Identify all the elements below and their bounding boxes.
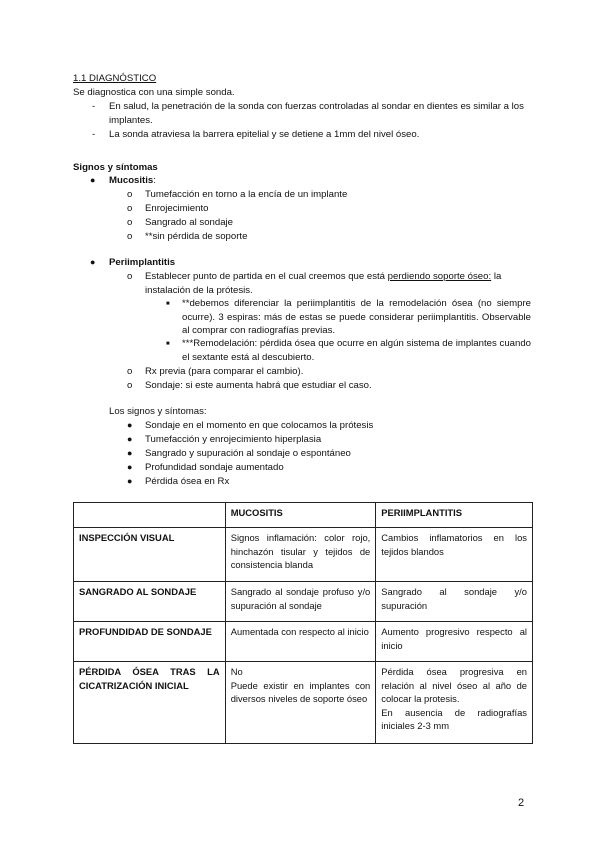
- bullet-icon: ●: [127, 462, 133, 472]
- circle-bullet: o: [127, 189, 133, 200]
- mucositis-item-2: Enrojecimiento: [145, 203, 209, 214]
- circle-bullet: o: [127, 217, 133, 228]
- mucositis-colon: :: [153, 175, 156, 186]
- summary-item-5: Pérdida ósea en Rx: [145, 476, 230, 487]
- summary-item-4: Profundidad sondaje aumentado: [145, 462, 284, 473]
- circle-bullet: o: [127, 231, 133, 242]
- mucositis-cell: Aumentada con respecto al inicio: [225, 622, 376, 662]
- periimplantitis-item-2: Rx previa (para comparar el cambio).: [145, 366, 304, 377]
- bullet-icon: ●: [127, 476, 133, 486]
- mucositis-cell-line-1: No: [230, 666, 243, 677]
- bullet-icon: ●: [127, 448, 133, 458]
- signs-title: Signos y síntomas: [73, 162, 158, 173]
- comparison-table: [73, 502, 533, 744]
- circle-bullet: o: [127, 366, 133, 377]
- table-header-row: [74, 503, 533, 528]
- bullet-icon: ●: [127, 434, 133, 444]
- periimplantitis-cell: Aumento progresivo respecto al inicio: [376, 622, 533, 662]
- mucositis-item-3: Sangrado al sondaje: [145, 217, 234, 228]
- item1-pre: Establecer punto de partida en el cual creemos que está: [145, 271, 388, 282]
- periimplantitis-cell-line-2: En ausencia de radiografías iniciales 2-3 mm: [381, 706, 527, 731]
- dash-item-1: En salud, la penetración de la sonda con fuerzas controladas al sondar en dientes es similar a los implantes.: [109, 101, 524, 126]
- row-label: PROFUNDIDAD DE SONDAJE: [74, 622, 226, 662]
- summary-item-3: Sangrado y supuración al sondaje o espontáneo: [145, 448, 351, 459]
- summary-title: Los signos y síntomas:: [109, 406, 207, 417]
- bullet-icon: ●: [90, 257, 96, 267]
- dash-item-2: La sonda atraviesa la barrera epitelial y se detiene a 1mm del nivel óseo.: [109, 129, 420, 140]
- bullet-icon: ●: [90, 175, 96, 185]
- intro-text: Se diagnostica con una simple sonda.: [73, 87, 235, 98]
- periimplantitis-heading: Periimplantitis: [109, 257, 176, 268]
- page-number: 2: [518, 797, 525, 809]
- row-label: SANGRADO AL SONDAJE: [74, 582, 226, 622]
- mucositis-cell: [225, 662, 376, 744]
- summary-item-2: Tumefacción y enrojecimiento hiperplasia: [145, 434, 322, 445]
- item1-post: la instalación de la prótesis.: [145, 271, 502, 296]
- table-header-mucositis: MUCOSITIS: [225, 503, 376, 528]
- dash-marker: -: [92, 129, 96, 140]
- table-row: [74, 622, 533, 662]
- table-row: [74, 528, 533, 582]
- periimplantitis-cell: Cambios inflamatorios en los tejidos blandos: [376, 528, 533, 582]
- table-row: [74, 662, 533, 744]
- mucositis-cell: Sangrado al sondaje profuso y/o supuración al sondaje: [225, 582, 376, 622]
- mucositis-label: Mucositis: [109, 175, 154, 186]
- mucositis-item-1: Tumefacción en torno a la encía de un implante: [145, 189, 348, 200]
- mucositis-cell-line-2: Puede existir en implantes con diversos niveles de soporte óseo: [230, 679, 371, 704]
- table-row: [74, 582, 533, 622]
- mucositis-cell: Signos inflamación: color rojo, hinchazón tisular y tejidos de consistencia blanda: [225, 528, 376, 582]
- periimplantitis-subitem-2: ***Remodelación: pérdida ósea que ocurre en algún sistema de implantes cuando el sextante está al descubierto.: [182, 338, 531, 363]
- row-label: PÉRDIDA ÓSEA TRAS LA CICATRIZACIÓN INICIAL: [74, 662, 226, 744]
- circle-bullet: o: [127, 380, 133, 391]
- table-header-cell: [74, 503, 226, 528]
- periimplantitis-item-3: Sondaje: si este aumenta habrá que estudiar el caso.: [145, 380, 372, 391]
- bullet-icon: ●: [127, 420, 133, 430]
- square-bullet-icon: ■: [166, 301, 170, 307]
- row-label: INSPECCIÓN VISUAL: [74, 528, 226, 582]
- periimplantitis-item-1: [145, 270, 533, 297]
- item1-underline: perdiendo soporte óseo:: [387, 271, 492, 282]
- circle-bullet: o: [127, 203, 133, 214]
- table-header-periimplantitis: PERIIMPLANTITIS: [376, 503, 533, 528]
- circle-bullet: o: [127, 271, 133, 282]
- square-bullet-icon: ■: [166, 341, 170, 347]
- periimplantitis-cell: [376, 662, 533, 744]
- mucositis-item-4: **sin pérdida de soporte: [145, 231, 248, 242]
- summary-item-1: Sondaje en el momento en que colocamos la prótesis: [145, 420, 374, 431]
- dash-marker: -: [92, 101, 96, 112]
- periimplantitis-subitem-1: **debemos diferenciar la periimplantitis de la remodelación ósea (no siempre ocurre). 3 espiras: más de estas se puede considerar periimplantitis. Observable al comprar con radiografías previas.: [182, 298, 531, 336]
- periimplantitis-cell-line-1: Pérdida ósea progresiva en relación al nivel óseo al año de colocar la protesis.: [381, 666, 527, 704]
- section-heading: 1.1 DIAGNÓSTICO: [73, 73, 157, 84]
- mucositis-heading: [109, 174, 156, 188]
- periimplantitis-cell: Sangrado al sondaje y/o supuración: [376, 582, 533, 622]
